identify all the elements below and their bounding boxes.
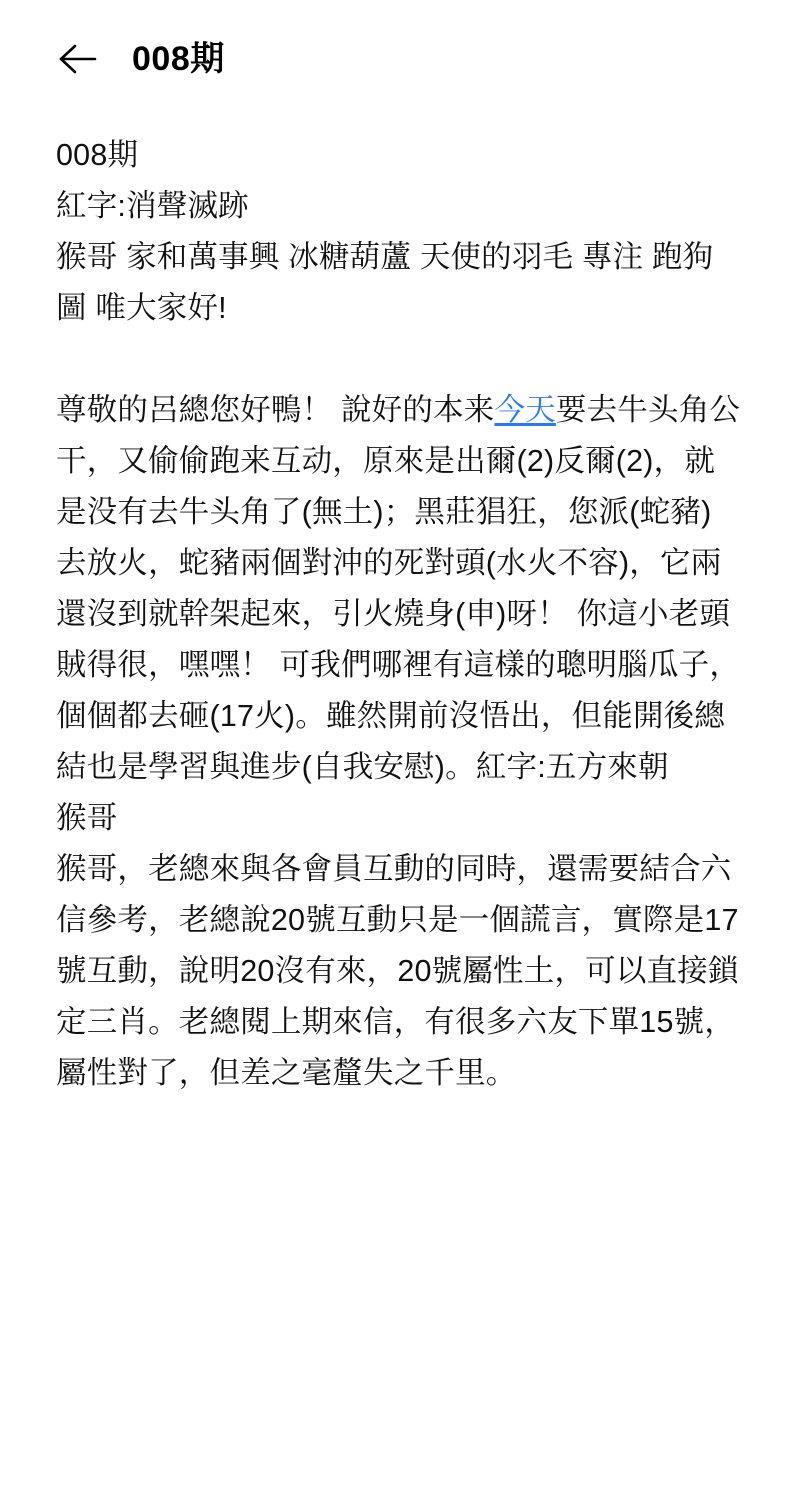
arrow-left-icon [58, 42, 98, 76]
article-main-text-after: 要去牛头角公干，又偷偷跑来互动，原來是出爾(2)反爾(2)，就是没有去牛头角了(無土)；黑莊猖狂，您派(蛇豬)去放火，蛇豬兩個對沖的死對頭(水火不容)，它兩還沒到就幹架起來，引火燒身(申)呀！ 你這小老頭賊得很，嘿嘿！ 可我們哪裡有這樣的聰明腦瓜子，個個都去砸(17火)。雖然開前沒悟出，但能開後總結也是學習與進步(自我安慰)。紅字:五方來朝 [56, 393, 741, 784]
page-title: 008期 [132, 40, 225, 78]
back-button[interactable] [52, 33, 104, 85]
article-main-text-before: 尊敬的呂總您好鴨！ 說好的本来 [56, 393, 495, 427]
today-link[interactable]: 今天 [494, 393, 556, 427]
article-closing-paragraph: 猴哥，老總來與各會員互動的同時，還需要結合六信參考，老總說20號互動只是一個謊言，實際是17號互動，說明20沒有來，20號屬性土，可以直接鎖定三肖。老總閱上期來信，有很多六友下單15號，屬性對了，但差之毫釐失之千里。 [56, 852, 739, 1090]
article-signature: 猴哥 [56, 801, 118, 835]
article-body [0, 118, 800, 1099]
article-line-issue: 008期 [56, 138, 139, 172]
article-line-names: 猴哥 家和萬事興 冰糖葫蘆 天使的羽毛 專注 跑狗圖 唯大家好! [56, 240, 714, 325]
app-header [0, 0, 800, 118]
paragraph-spacer [56, 334, 742, 385]
article-main-paragraph [56, 385, 742, 793]
article-line-redtext: 紅字:消聲滅跡 [56, 189, 249, 223]
